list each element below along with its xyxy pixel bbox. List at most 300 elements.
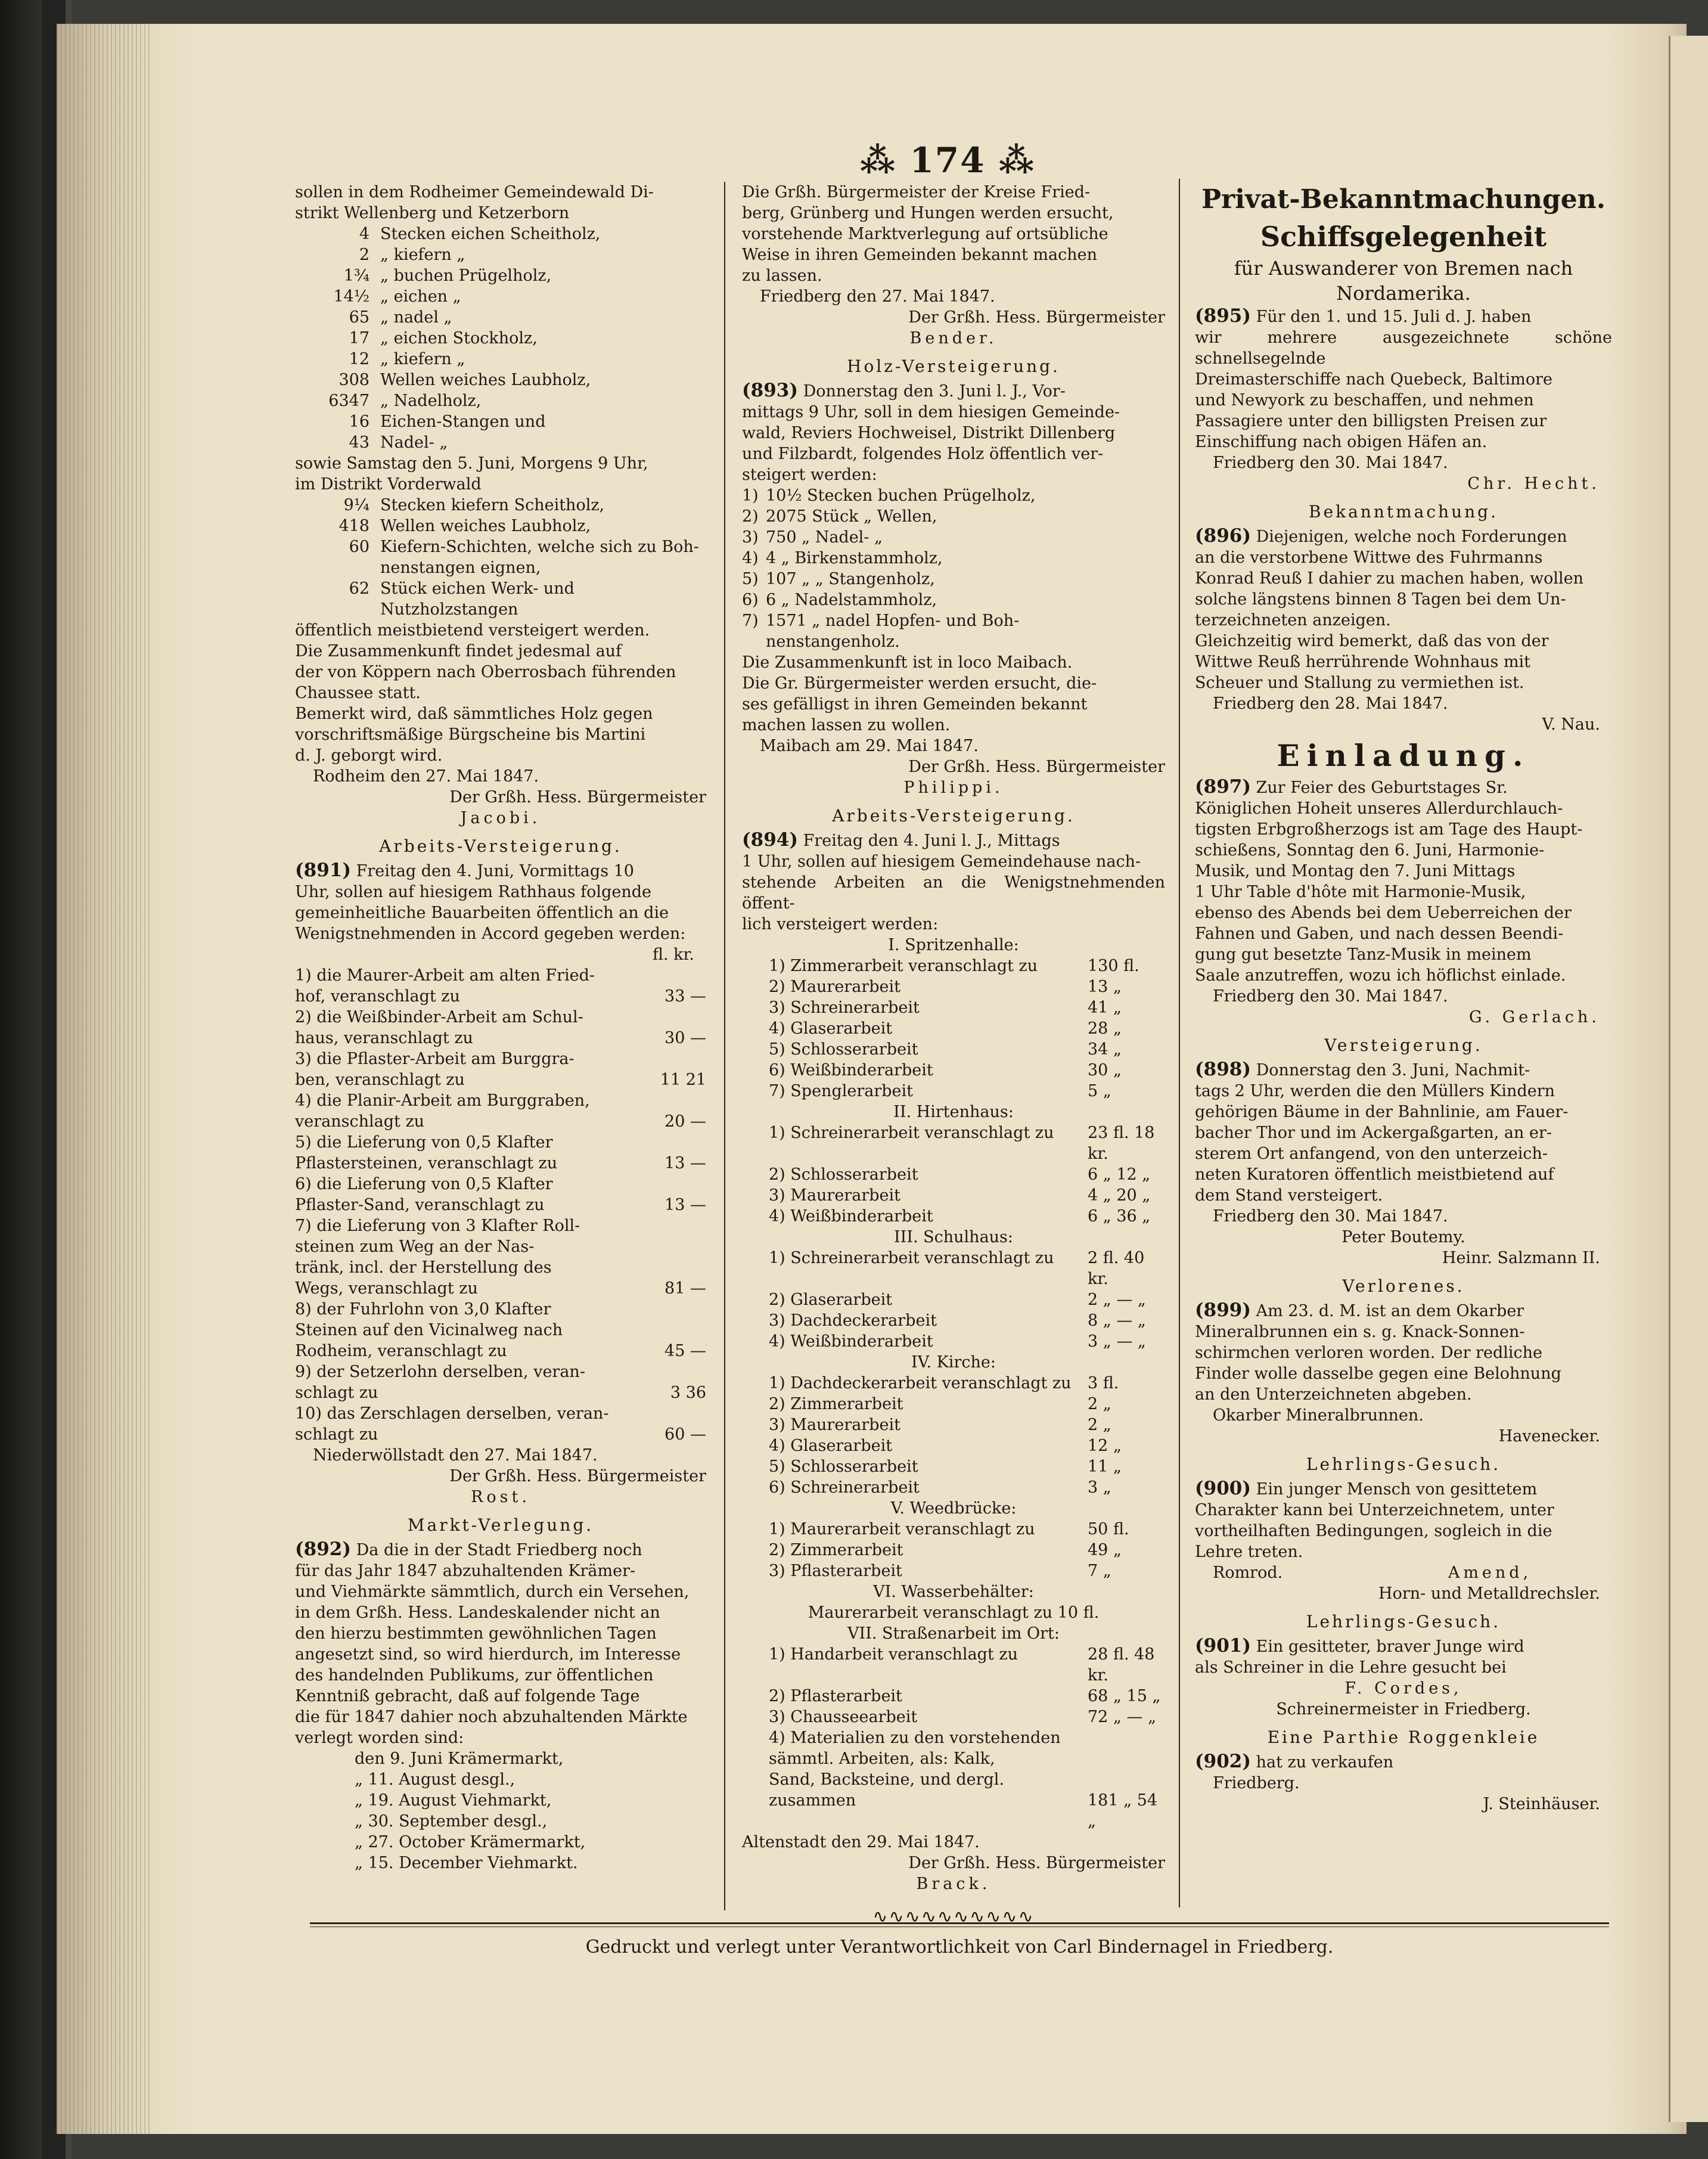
notice-text-line: steigert werden:	[742, 466, 877, 484]
work-item	[742, 1456, 1165, 1477]
text-line: berg, Grünberg und Hungen werden ersucht,	[742, 204, 1114, 222]
notice-text: Zur Feier des Geburtstages Sr.	[1256, 778, 1508, 797]
wood-item	[742, 527, 1165, 548]
work-desc: steinen zum Weg an der Nas-	[295, 1237, 535, 1256]
wood-qty: 6347	[328, 392, 369, 410]
work-desc: 1) Maurerarbeit veranschlagt zu	[769, 1520, 1035, 1538]
work-item	[742, 1164, 1165, 1185]
wood-qty: 43	[349, 433, 369, 452]
signer: J. Steinhäuser.	[1483, 1795, 1600, 1813]
work-cost: 13 —	[664, 1154, 706, 1172]
section-heading: V. Weedbrücke:	[890, 1499, 1017, 1518]
notice-text-line: für das Jahr 1847 abzuhaltenden Krämer-	[295, 1562, 636, 1580]
market-date: „ 30. September desgl.,	[355, 1812, 548, 1831]
work-item	[742, 1248, 1165, 1289]
signer: Philippi.	[903, 778, 1004, 797]
wood-item	[295, 390, 706, 411]
work-cost	[635, 965, 706, 986]
text-line: Weise in ihren Gemeinden bekannt machen	[742, 246, 1097, 264]
signer-trade: Schreinermeister in Friedberg.	[1276, 1700, 1531, 1718]
work-item	[295, 1361, 706, 1382]
wood-qty: 2	[359, 246, 369, 264]
work-cost: 8 „ — „	[1088, 1311, 1146, 1330]
ornament-right: ⁂	[985, 140, 1036, 181]
signer: Amend,	[1448, 1564, 1532, 1582]
work-desc: 4) Weißbinderarbeit	[769, 1207, 933, 1226]
page-edges	[57, 24, 152, 2134]
notice-text-line: bacher Thor und im Ackergaßgarten, an er-	[1195, 1124, 1552, 1142]
item-number: 5)	[742, 570, 759, 588]
work-desc: 7) Spenglerarbeit	[769, 1082, 913, 1100]
wood-qty: 60	[349, 538, 369, 556]
work-item	[742, 1081, 1165, 1102]
text-line: öffentlich meistbietend versteigert werden.	[295, 621, 650, 640]
notice-first-line	[1195, 777, 1612, 798]
work-desc: 10) das Zerschlagen derselben, veran-	[295, 1404, 609, 1423]
work-desc: 2) Maurerarbeit	[769, 978, 900, 996]
text-line: der von Köppern nach Oberrosbach führenden	[295, 663, 676, 681]
notice-text-line: stehende Arbeiten an die Wenigstnehmenden öffent-	[742, 873, 1165, 913]
place: Okarber Mineralbrunnen.	[1213, 1406, 1424, 1425]
wood-kind: „ buchen Prügelholz,	[380, 266, 552, 285]
notice-text-line: Konrad Reuß I dahier zu machen haben, wollen	[1195, 569, 1584, 588]
work-item	[742, 1644, 1165, 1686]
notice-text-line: die für 1847 dahier noch abzuhaltenden Märkte	[295, 1708, 688, 1726]
work-cost: 28 fl. 48 kr.	[1088, 1645, 1155, 1685]
work-item	[742, 1039, 1165, 1060]
work-item	[742, 1790, 1165, 1832]
signer: Jacobi.	[460, 809, 541, 827]
notice-text-line: Mineralbrunnen ein s. g. Knack-Sonnen-	[1195, 1323, 1525, 1341]
place: Friedberg.	[1213, 1774, 1300, 1792]
work-desc: 3) Maurerarbeit	[769, 1416, 900, 1434]
work-cost	[635, 1174, 706, 1195]
work-item	[742, 1122, 1165, 1164]
notice-number: (894)	[742, 829, 799, 851]
wood-item	[295, 370, 706, 390]
work-desc: tränk, incl. der Herstellung des	[295, 1258, 552, 1277]
notice-text-line: lich versteigert werden:	[742, 915, 939, 933]
text-line: sollen in dem Rodheimer Gemeindewald Di-	[295, 183, 654, 201]
wood-kind: nenstangenholz.	[766, 632, 900, 651]
wood-kind: 1571 „ nadel Hopfen- und Boh-	[766, 612, 1020, 630]
section-heading: II. Hirtenhaus:	[893, 1103, 1014, 1121]
notice-text: Freitag den 4. Juni l. J., Mittags	[803, 832, 1060, 850]
wood-kind: Stück eichen Werk- und Nutzholzstangen	[380, 579, 574, 619]
work-cost	[635, 1215, 706, 1236]
wood-kind: Eichen-Stangen und	[380, 412, 546, 431]
work-desc: 2) Pflasterarbeit	[769, 1687, 902, 1705]
signer: Chr. Hecht.	[1467, 474, 1600, 493]
work-item	[295, 1215, 706, 1236]
work-cost	[1088, 1727, 1165, 1748]
wood-kind: „ eichen Stockholz,	[380, 329, 538, 348]
signer-title: Der Grßh. Hess. Bürgermeister	[449, 1467, 706, 1485]
notice-text-line: schirmchen verloren worden. Der redliche	[1195, 1344, 1542, 1362]
work-desc: Wegs, veranschlagt zu	[295, 1279, 478, 1298]
text-line: Die Zusammenkunft ist in loco Maibach.	[742, 653, 1073, 672]
work-desc: 3) Pflasterarbeit	[769, 1562, 902, 1580]
work-item	[295, 1424, 706, 1445]
text-line: vorschriftsmäßige Bürgscheine bis Martini	[295, 725, 646, 744]
work-cost: 11 21	[660, 1071, 706, 1089]
wood-kind: „ kiefern „	[380, 350, 465, 368]
work-desc: haus, veranschlagt zu	[295, 1029, 473, 1047]
notice-text-line: Scheuer und Stallung zu vermiethen ist.	[1195, 674, 1524, 692]
work-desc: 3) Chausseearbeit	[769, 1708, 918, 1726]
work-cost: 6 „ 36 „	[1088, 1207, 1151, 1226]
work-cost	[1088, 1769, 1165, 1790]
work-desc: 1) Schreinerarbeit veranschlagt zu	[769, 1124, 1054, 1142]
work-cost: 30 —	[664, 1029, 706, 1047]
notice-text: Donnerstag den 3. Juni, Nachmit-	[1256, 1061, 1530, 1080]
ship-subtitle: Nordamerika.	[1336, 282, 1471, 305]
wood-qty: 12	[349, 350, 369, 368]
work-cost	[635, 1007, 706, 1028]
work-item	[295, 1236, 706, 1257]
section-heading: VI. Wasserbehälter:	[873, 1583, 1034, 1601]
ornament-left: ⁂	[859, 140, 910, 181]
notice-heading: Lehrlings-Gesuch.	[1306, 1454, 1501, 1474]
work-desc: 4) Materialien zu den vorstehenden	[769, 1729, 1061, 1747]
notice-number: (895)	[1195, 305, 1252, 327]
notice-text-line: und Filzbardt, folgendes Holz öffentlich ver-	[742, 445, 1104, 463]
work-desc: 1) Handarbeit veranschlagt zu	[769, 1645, 1018, 1664]
notice-number: (891)	[295, 860, 352, 881]
work-item	[742, 1206, 1165, 1227]
work-item	[295, 1299, 706, 1320]
notice-text-line: Gleichzeitig wird bemerkt, daß das von der	[1195, 632, 1549, 650]
notice-number: (900)	[1195, 1478, 1252, 1499]
work-desc: 5) Schlosserarbeit	[769, 1457, 918, 1476]
footer-rule-top	[310, 1922, 1609, 1924]
wood-kind: 107 „ „ Stangenholz,	[766, 570, 935, 588]
work-desc: 3) Maurerarbeit	[769, 1186, 900, 1205]
work-cost: 3 „	[1088, 1478, 1111, 1497]
notice-text-line: an den Unterzeichneten abgeben.	[1195, 1385, 1472, 1404]
work-item	[742, 1561, 1165, 1581]
work-cost: 130 fl.	[1088, 957, 1139, 975]
work-desc: schlagt zu	[295, 1384, 378, 1402]
work-item	[295, 1111, 706, 1132]
work-item	[295, 1382, 706, 1403]
notice-text-line: verlegt worden sind:	[295, 1729, 464, 1747]
notice-heading: Lehrlings-Gesuch.	[1306, 1612, 1501, 1631]
work-cost: 2 fl. 40 kr.	[1088, 1249, 1145, 1288]
section-heading: III. Schulhaus:	[893, 1228, 1014, 1246]
notice-text: Donnerstag den 3. Juni l. J., Vor-	[803, 382, 1066, 401]
notice-number: (901)	[1195, 1635, 1252, 1657]
market-date: „ 19. August Viehmarkt,	[355, 1791, 552, 1810]
work-desc: Steinen auf den Vicinalweg nach	[295, 1321, 563, 1339]
work-item	[295, 1320, 706, 1341]
work-cost	[635, 1403, 706, 1424]
text-line: vorstehende Marktverlegung auf ortsübliche	[742, 225, 1108, 243]
notice-text-line: Dreimasterschiffe nach Quebeck, Baltimore	[1195, 370, 1552, 389]
work-desc: 5) Schlosserarbeit	[769, 1040, 918, 1059]
notice-text: Für den 1. und 15. Juli d. J. haben	[1256, 308, 1532, 326]
notice-first-line	[1195, 1478, 1612, 1500]
work-desc: 3) Dachdeckerarbeit	[769, 1311, 937, 1330]
work-desc: 6) Schreinerarbeit	[769, 1478, 920, 1497]
work-desc: 7) die Lieferung von 3 Klafter Roll-	[295, 1217, 580, 1235]
wood-qty: 1¾	[343, 266, 369, 285]
notice-first-line	[1195, 526, 1612, 547]
signer: Rost.	[471, 1488, 530, 1506]
work-item: Maurerarbeit veranschlagt zu 10 fl.	[808, 1603, 1100, 1622]
work-desc: schlagt zu	[295, 1425, 378, 1444]
signer: G. Gerlach.	[1468, 1008, 1600, 1026]
item-number	[742, 631, 766, 652]
notice-text-line: Fahnen und Gaben, und nach dessen Beendi-	[1195, 925, 1564, 943]
work-item	[742, 1748, 1165, 1769]
work-cost: 45 —	[664, 1342, 706, 1360]
work-desc: 2) Glaserarbeit	[769, 1291, 893, 1309]
signer: V. Nau.	[1542, 715, 1600, 734]
work-cost: 33 —	[664, 987, 706, 1006]
work-cost: 72 „ — „	[1088, 1708, 1157, 1726]
work-desc: 2) Zimmerarbeit	[769, 1541, 903, 1559]
notice-first-line	[1195, 1636, 1612, 1657]
work-desc: Pflaster-Sand, veranschlagt zu	[295, 1196, 545, 1214]
notice-first-line	[1195, 1751, 1612, 1773]
place-date: Niederwöllstadt den 27. Mai 1847.	[313, 1446, 598, 1465]
notice-text-line: terzeichneten anzeigen.	[1195, 611, 1391, 629]
column-2	[742, 182, 1165, 1927]
work-cost: 6 „ 12 „	[1088, 1165, 1151, 1184]
wood-item	[742, 506, 1165, 527]
text-line: sowie Samstag den 5. Juni, Morgens 9 Uhr,	[295, 454, 648, 473]
place-signer-row	[1195, 1562, 1612, 1583]
work-item	[295, 1069, 706, 1090]
wood-kind: Stecken eichen Scheitholz,	[380, 225, 601, 243]
work-desc: 4) Glaserarbeit	[769, 1019, 893, 1038]
notice-text-line: tigsten Erbgroßherzogs ist am Tage des Haupt-	[1195, 820, 1583, 839]
wood-kind: 10½ Stecken buchen Prügelholz,	[766, 486, 1036, 505]
wood-kind: Kiefern-Schichten, welche sich zu Boh-	[380, 538, 699, 556]
work-item	[742, 1769, 1165, 1790]
notice-text-line: gung gut besetzte Tanz-Musik in meinem	[1195, 945, 1532, 964]
wood-kind: „ Nadelholz,	[380, 392, 482, 410]
work-desc: 1) Dachdeckerarbeit veranschlagt zu	[769, 1374, 1072, 1392]
wood-kind: Nadel- „	[380, 433, 448, 452]
wood-qty	[295, 557, 380, 578]
work-cost: 13 —	[664, 1196, 706, 1214]
place-date: Friedberg den 28. Mai 1847.	[1213, 694, 1448, 713]
item-number: 3)	[742, 528, 759, 547]
notice-text-line: Königlichen Hoheit unseres Allerdurchlauch-	[1195, 799, 1563, 818]
signer: Havenecker.	[1498, 1427, 1600, 1445]
work-cost: 7 „	[1088, 1562, 1111, 1580]
notice-text-line: Saale anzutreffen, wozu ich höflichst einlade.	[1195, 966, 1566, 985]
work-cost: 2 „	[1088, 1395, 1111, 1413]
ornament: ∿∿∿∿∿∿∿∿∿∿	[872, 1906, 1035, 1927]
ship-subtitle: für Auswanderer von Bremen nach	[1234, 257, 1573, 280]
place-date: Altenstadt den 29. Mai 1847.	[742, 1833, 980, 1851]
work-item	[295, 1174, 706, 1195]
work-cost: 23 fl. 18 kr.	[1088, 1124, 1155, 1163]
work-item	[742, 997, 1165, 1018]
notice-text-line: 1 Uhr Table d'hôte mit Harmonie-Musik,	[1195, 883, 1526, 901]
place-date: Friedberg den 30. Mai 1847.	[1213, 1207, 1448, 1226]
notice-first-line	[295, 860, 706, 882]
text-line: Die Grßh. Bürgermeister der Kreise Fried-	[742, 183, 1091, 201]
notice-first-line	[1195, 1059, 1612, 1081]
notice-text-line: angesetzt sind, so wird hierdurch, im Interesse	[295, 1645, 681, 1664]
text-line: Die Zusammenkunft findet jedesmal auf	[295, 642, 622, 660]
place: Romrod.	[1213, 1564, 1283, 1582]
work-cost	[635, 1236, 706, 1257]
wood-item	[295, 411, 706, 432]
wood-kind: 750 „ Nadel- „	[766, 528, 883, 547]
text-line: ses gefälligst in ihren Gemeinden bekannt	[742, 695, 1088, 714]
work-item	[742, 1185, 1165, 1206]
work-item	[295, 1403, 706, 1424]
wood-qty: 65	[349, 308, 369, 327]
work-item	[742, 1686, 1165, 1707]
work-desc: 1) Zimmerarbeit veranschlagt zu	[769, 957, 1038, 975]
work-item	[295, 1090, 706, 1111]
place-date: Rodheim den 27. Mai 1847.	[313, 767, 539, 786]
notice-text-line: Charakter kann bei Unterzeichnetem, unter	[1195, 1501, 1554, 1519]
work-desc: 2) Zimmerarbeit	[769, 1395, 903, 1413]
work-cost: 49 „	[1088, 1541, 1122, 1559]
work-item	[742, 1727, 1165, 1748]
wood-qty: 418	[339, 517, 369, 535]
notice-text-line: Passagiere unter den billigsten Preisen zur	[1195, 412, 1547, 430]
work-desc: Sand, Backsteine, und dergl.	[769, 1770, 1005, 1789]
notice-heading: Arbeits-Versteigerung.	[832, 806, 1075, 826]
work-cost: 2 „	[1088, 1416, 1111, 1434]
notice-text-line: vortheilhaften Bedingungen, sogleich in die	[1195, 1522, 1552, 1540]
notice-text-line: 1 Uhr, sollen auf hiesigem Gemeindehause nach-	[742, 852, 1141, 871]
wood-kind: Stecken kiefern Scheitholz,	[380, 496, 605, 514]
work-cost	[1088, 1748, 1165, 1769]
notice-text-line: wald, Reviers Hochweisel, Distrikt Dillenberg	[742, 424, 1116, 442]
notice-heading: Markt-Verlegung.	[407, 1515, 594, 1535]
signer-title: Der Grßh. Hess. Bürgermeister	[908, 1854, 1165, 1872]
work-item	[742, 1435, 1165, 1456]
notice-text-line: solche längstens binnen 8 Tagen bei dem Un-	[1195, 590, 1566, 609]
place-date: Maibach am 29. Mai 1847.	[760, 737, 979, 755]
notice-text-line: gehörigen Bäume in der Bahnlinie, am Fauer-	[1195, 1103, 1569, 1121]
place-date: Friedberg den 30. Mai 1847.	[1213, 987, 1448, 1006]
wood-kind: 6 „ Nadelstammholz,	[766, 591, 937, 609]
work-cost	[635, 1361, 706, 1382]
work-desc: ben, veranschlagt zu	[295, 1071, 465, 1089]
text-line: d. J. geborgt wird.	[295, 746, 443, 765]
wood-item	[295, 224, 706, 244]
column-1	[295, 182, 706, 1873]
wood-item	[295, 328, 706, 349]
wood-item	[295, 536, 706, 557]
work-item	[295, 1028, 706, 1049]
market-date: den 9. Juni Krämermarkt,	[355, 1749, 564, 1768]
notice-text-line: des handelnden Publikums, zur öffentlichen	[295, 1666, 654, 1685]
wood-qty: 9¼	[343, 496, 369, 514]
wood-item	[742, 485, 1165, 506]
signer: Peter Boutemy.	[1341, 1228, 1465, 1246]
work-desc: 8) der Fuhrlohn von 3,0 Klafter	[295, 1300, 551, 1319]
work-item	[295, 1195, 706, 1215]
notice-text: Da die in der Stadt Friedberg noch	[356, 1541, 642, 1559]
work-desc: 5) die Lieferung von 0,5 Klafter	[295, 1133, 553, 1152]
work-item	[742, 956, 1165, 976]
work-desc: 6) die Lieferung von 0,5 Klafter	[295, 1175, 553, 1193]
work-item	[742, 1018, 1165, 1039]
work-cost	[635, 1090, 706, 1111]
wood-item	[742, 548, 1165, 569]
notice-text-line: tags 2 Uhr, werden die den Müllers Kindern	[1195, 1082, 1555, 1100]
wood-kind: „ kiefern „	[380, 246, 465, 264]
work-cost: 20 —	[664, 1112, 706, 1131]
work-desc: hof, veranschlagt zu	[295, 987, 460, 1006]
work-cost: 3 fl.	[1088, 1374, 1119, 1392]
place-date: Friedberg den 30. Mai 1847.	[1213, 454, 1448, 472]
column-3	[1195, 182, 1612, 1814]
notice-number: (897)	[1195, 776, 1252, 798]
fl-kr-header: fl. kr.	[652, 945, 694, 964]
einladung-title: Einladung.	[1277, 738, 1530, 773]
work-cost: 30 „	[1088, 1061, 1122, 1080]
work-cost: 34 „	[1088, 1040, 1122, 1059]
notice-text-line: Einschiffung nach obigen Häfen an.	[1195, 433, 1487, 451]
work-item	[742, 1540, 1165, 1561]
work-desc: veranschlagt zu	[295, 1112, 425, 1131]
signer: Bender.	[909, 329, 998, 348]
notice-text-line: Wittwe Reuß herrührende Wohnhaus mit	[1195, 653, 1531, 671]
wood-qty: 16	[349, 412, 369, 431]
facing-page-edge	[1669, 36, 1708, 2122]
wood-item	[295, 307, 706, 328]
work-cost: 3 „ — „	[1088, 1332, 1146, 1351]
section-heading: VII. Straßenarbeit im Ort:	[847, 1624, 1060, 1643]
notice-heading: Verlorenes.	[1342, 1276, 1465, 1296]
text-line: Bemerkt wird, daß sämmtliches Holz gegen	[295, 705, 653, 723]
work-desc: 2) die Weißbinder-Arbeit am Schul-	[295, 1008, 583, 1026]
work-desc: 1) die Maurer-Arbeit am alten Fried-	[295, 966, 595, 985]
wood-qty: 62	[349, 579, 369, 598]
wood-kind: Wellen weiches Laubholz,	[380, 517, 591, 535]
imprint: Gedruckt und verlegt unter Verantwortlichkeit von Carl Bindernagel in Friedberg.	[585, 1937, 1334, 1958]
notice-text-line: wir mehrere ausgezeichnete schöne schnellsegelnde	[1195, 328, 1612, 368]
work-desc: 9) der Setzerlohn derselben, veran-	[295, 1363, 585, 1381]
notice-text-line: Wenigstnehmenden in Accord gegeben werden:	[295, 925, 686, 943]
work-item	[295, 1132, 706, 1153]
item-number: 6)	[742, 591, 759, 609]
work-desc: zusammen	[769, 1791, 856, 1810]
notice-text-line: Kenntniß gebracht, daß auf folgende Tage	[295, 1687, 640, 1705]
wood-item	[295, 578, 706, 620]
notice-text: Ein gesitteter, braver Junge wird	[1256, 1637, 1524, 1656]
section-title: Privat-Bekanntmachungen.	[1201, 184, 1606, 215]
wood-kind: „ eichen „	[380, 287, 461, 306]
work-item	[742, 1331, 1165, 1352]
work-item	[742, 1477, 1165, 1498]
work-cost	[635, 1299, 706, 1320]
work-item	[742, 1289, 1165, 1310]
notice-number: (899)	[1195, 1299, 1252, 1321]
notice-number: (892)	[295, 1538, 352, 1560]
notice-first-line	[1195, 306, 1612, 327]
notice-text-line: als Schreiner in die Lehre gesucht bei	[1195, 1658, 1507, 1677]
work-desc: 2) Schlosserarbeit	[769, 1165, 918, 1184]
work-item	[742, 1519, 1165, 1540]
notice-heading: Holz-Versteigerung.	[847, 356, 1060, 376]
notice-number: (893)	[742, 380, 799, 401]
wood-kind: nenstangen eignen,	[380, 559, 541, 577]
notice-first-line	[742, 380, 1165, 402]
